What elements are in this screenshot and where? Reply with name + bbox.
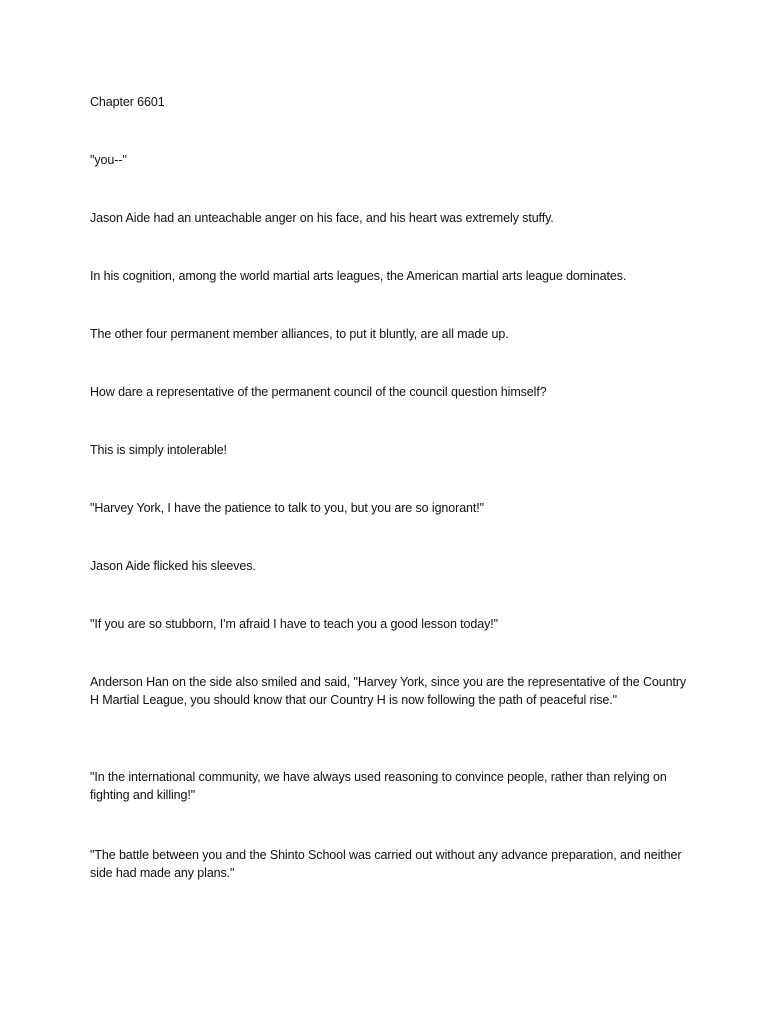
chapter-title: Chapter 6601 [90, 95, 165, 109]
paragraph: "you--" [90, 153, 127, 167]
paragraph: "Harvey York, I have the patience to talk to you, but you are so ignorant!" [90, 501, 484, 515]
paragraph: Jason Aide had an unteachable anger on his face, and his heart was extremely stuffy. [90, 211, 554, 225]
paragraph: "In the international community, we have always used reasoning to convince people, rather than relying on fighting and killing!" [90, 770, 667, 802]
paragraph: Anderson Han on the side also smiled and said, "Harvey York, since you are the representative of the Country H Martial League, you should know that our Country H is now following the path of peaceful rise." [90, 675, 687, 707]
paragraph: In his cognition, among the world martial arts leagues, the American martial arts league dominates. [90, 269, 627, 283]
paragraph: This is simply intolerable! [90, 443, 227, 457]
paragraph: "If you are so stubborn, I'm afraid I have to teach you a good lesson today!" [90, 617, 498, 631]
paragraph: The other four permanent member alliances, to put it bluntly, are all made up. [90, 327, 509, 341]
paragraph: "The battle between you and the Shinto School was carried out without any advance preparation, and neither side had made any plans." [90, 848, 682, 880]
paragraph: Jason Aide flicked his sleeves. [90, 559, 256, 573]
paragraph: How dare a representative of the permanent council of the council question himself? [90, 385, 547, 399]
